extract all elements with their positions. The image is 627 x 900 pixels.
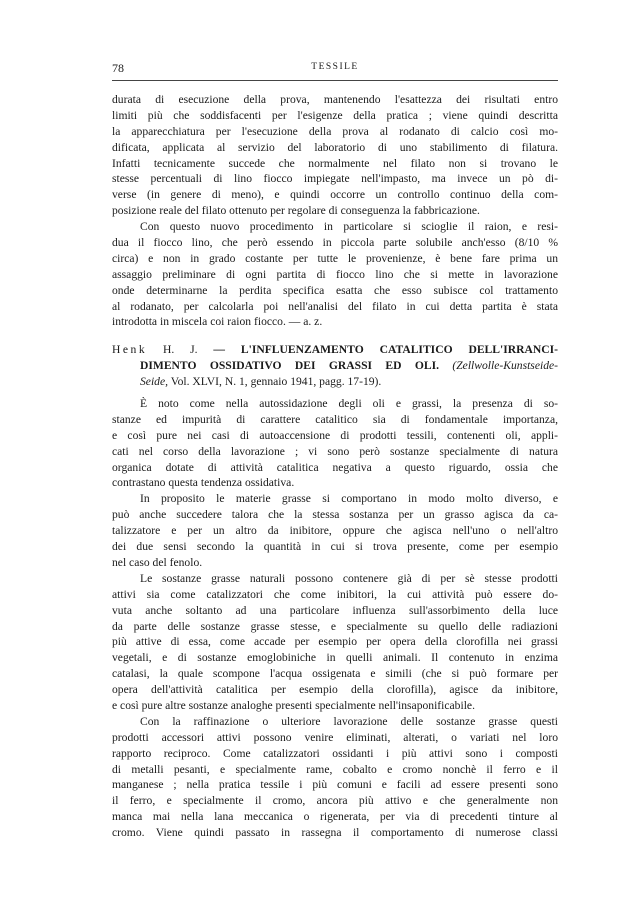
page-number: 78 <box>112 61 124 75</box>
text-line: manganese ; nella pratica tessile i più comuni e facili ad essere presenti sono <box>112 778 558 792</box>
text-line: prodotti accessori attivi possono venire eliminati, alterati, o variati nel loro <box>112 730 558 744</box>
text-line: Con questo nuovo procedimento in particolare si scioglie il raion, e resi- <box>140 220 558 234</box>
heading-line <box>112 374 558 390</box>
text-line: dificata, applicata al servizio del laboratorio di uno stabilimento di filatura. <box>112 140 558 154</box>
header-rule <box>112 80 558 81</box>
text-line: contrastano questa tendenza ossidativa. <box>112 476 295 490</box>
text-line: più attive di essa, come accade per esempio per opera della clorofilla nei grassi <box>112 635 558 649</box>
body-text <box>112 92 558 841</box>
text-line: Infatti tecnicamente succede che normalmente nel filato non si trovano le <box>112 156 558 170</box>
text-line: attivi sia come catalizzatori che come inibitori, la cui attività può essere do- <box>112 587 558 601</box>
page-header <box>112 61 558 77</box>
paragraph-5 <box>112 571 558 714</box>
paragraph-3 <box>112 396 558 491</box>
text-line: il ferro, e specialmente il cromo, ancora più attivo e che generalmente non <box>112 794 558 808</box>
text-line: e così pure nei casi di autoaccensione di prodotti tessili, contenenti oli, appli- <box>112 428 558 442</box>
article-title: — L'INFLUENZAMENTO CATALITICO DELL'IRRANCI- <box>213 343 558 357</box>
text-line: cati nel corso della lavorazione ; vi sono però sostanze specialmente di natura <box>112 444 558 458</box>
text-line: assaggio preliminare di ogni partita di fiocco lino che si mette in lavorazione <box>112 267 558 281</box>
text-line: nel caso del fenolo. <box>112 555 203 569</box>
text-line: dei due sensi secondo la quantità in cui si trova presente, come per esempio <box>112 540 558 554</box>
heading-line <box>112 342 558 358</box>
article-heading <box>112 342 558 390</box>
paragraph-1 <box>112 92 558 219</box>
text-line: talizzatore e per un altro da inibitore, oppure che agisca nell'uno o nell'altro <box>112 524 558 538</box>
text-line: al rodanato, per calcolarla poi nell'analisi del filato in cui detta partita è stata <box>112 299 558 313</box>
text-line: È noto come nella autossidazione degli oli e grassi, la presenza di so- <box>140 397 558 411</box>
author-name: Henk <box>112 343 148 357</box>
text-line: opera dell'attività catalitica per esempio della clorofilla), agisce da inibitore, <box>112 683 558 697</box>
text-line: posizione reale del filato ottenuto per regolare di conseguenza la fabbricazione. <box>112 204 480 218</box>
text-line: introdotta in miscela coi raion fiocco. — a. z. <box>112 315 323 329</box>
paragraph-4 <box>112 491 558 570</box>
author-initials: H. J. <box>163 343 198 357</box>
text-line: durata di esecuzione della prova, mantenendo l'esattezza dei risultati entro <box>112 93 558 106</box>
text-line: di metalli pesanti, e specialmente rame, cobalto e cromo nonchè il ferro e il <box>112 762 558 776</box>
text-line: vuta anche soltanto ad una particolare influenza sull'assorbimento della luce <box>112 603 558 617</box>
text-line: vegetali, e di sostanze emoglobiniche in quelli animali. Il contenuto in enzima <box>112 651 558 665</box>
text-line: catalasi, la quale scompone l'acqua ossigenata e simili (che si può formare per <box>112 667 558 681</box>
heading-line <box>112 358 558 374</box>
text-line: da parte delle sostanze grasse stesse, e specialmente su quello delle radiazioni <box>112 619 558 633</box>
text-line: Le sostanze grasse naturali possono contenere già di per sè stesse prodotti <box>140 571 558 585</box>
text-line: può anche succedere talora che la stessa sostanza per un grasso agisca da ca- <box>112 508 558 522</box>
paragraph-2 <box>112 219 558 330</box>
text-line: stanze ed impurità di carattere catalitico sia di fondamentale importanza, <box>112 412 558 426</box>
text-line: circa) e non in grado costante per tutte le provenienze, è bene fare prima un <box>112 251 558 265</box>
text-line: organica dotate di attività catalitica negativa a questo riguardo, ossia che <box>112 460 558 474</box>
text-line: rapporto reciproco. Come catalizzatori ossidanti i più attivi sono i composti <box>112 746 558 760</box>
journal-name-cont: Seide, <box>140 375 169 389</box>
running-title: TESSILE <box>311 62 359 72</box>
text-line: cromo. Viene quindi passato in rassegna il comportamento di numerose classi <box>112 826 558 840</box>
text-line: In proposito le materie grasse si comportano in modo molto diverso, e <box>140 492 558 506</box>
article-title-cont: DIMENTO OSSIDATIVO DEI GRASSI ED OLI. <box>140 359 440 373</box>
paragraph-6 <box>112 714 558 841</box>
text-line: e così pure altre sostanze analoghe presenti specialmente nell'insaponificabile. <box>112 698 475 712</box>
text-line: onde determinarne la perdita specifica esatta che esso subisce col trattamento <box>112 283 558 297</box>
text-line: verse (in genere di meno), e quindi occorre un controllo continuo della com- <box>112 188 558 202</box>
text-line: stesse percentuali di lino fiocco impiegate nell'impasto, ma invece un pò di- <box>112 172 558 186</box>
text-line: la apparecchiatura per l'esecuzione della prova al rodanato di calcio così mo- <box>112 124 558 138</box>
text-line: Con la raffinazione o ulteriore lavorazione delle sostanze grasse questi <box>140 714 558 728</box>
citation: Vol. XLVI, N. 1, gennaio 1941, pagg. 17-19). <box>170 375 382 389</box>
text-line: dua il fiocco lino, che però essendo in piccola parte solubile anch'esso (8/10 % <box>112 236 558 250</box>
text-line: manca mai nella lana meccanica o rigenerata, per via di precedenti tinture al <box>112 810 558 824</box>
journal-name: (Zellwolle-Kunstseide- <box>452 359 558 373</box>
text-line: limiti più che soddisfacenti per l'esigenze della pratica ; viene quindi descritta <box>112 108 558 122</box>
